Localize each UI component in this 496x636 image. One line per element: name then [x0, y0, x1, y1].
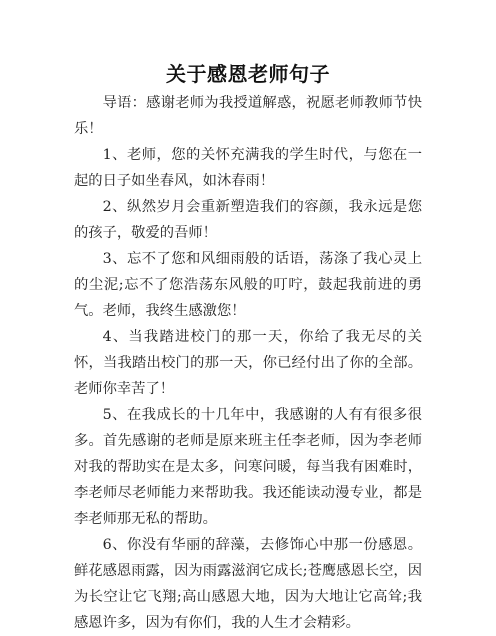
- document-title: 关于感恩老师句子: [166, 62, 330, 86]
- document-body: [74, 90, 422, 636]
- paragraph-3: 3、忘不了您和风细雨般的话语，荡涤了我心灵上的尘泥;忘不了您浩荡东风般的叮咛，鼓起我前进的勇气。老师，我终生感激您！: [74, 251, 422, 319]
- paragraph-intro: 导语：感谢老师为我授道解惑，祝愿老师教师节快乐！: [74, 95, 422, 137]
- paragraph-4: 4、当我踏进校门的那一天，你给了我无尽的关怀，当我踏出校门的那一天，你已经付出了你的全部。老师你幸苦了！: [74, 329, 422, 397]
- paragraph-2: 2、纵然岁月会重新塑造我们的容颜，我永远是您的孩子，敬爱的吾师！: [74, 199, 422, 241]
- paragraph-6: 6、你没有华丽的辞藻，去修饰心中那一份感恩。鲜花感恩雨露，因为雨露滋润它成长;苍鹰感恩长空，因为长空让它飞翔;高山感恩大地，因为大地让它高耸;我感恩许多，因为有你们，我的人生才会精彩。: [74, 537, 422, 631]
- paragraph-5: 5、在我成长的十几年中，我感谢的人有有很多很多。首先感谢的老师是原来班主任李老师，因为李老师对我的帮助实在是太多，问寒问暖，每当我有困难时，李老师尽老师能力来帮助我。我还能读动漫专业，都是李老师那无私的帮助。: [74, 407, 422, 527]
- paragraph-1: 1、老师，您的关怀充满我的学生时代，与您在一起的日子如坐春风，如沐春雨！: [74, 147, 422, 189]
